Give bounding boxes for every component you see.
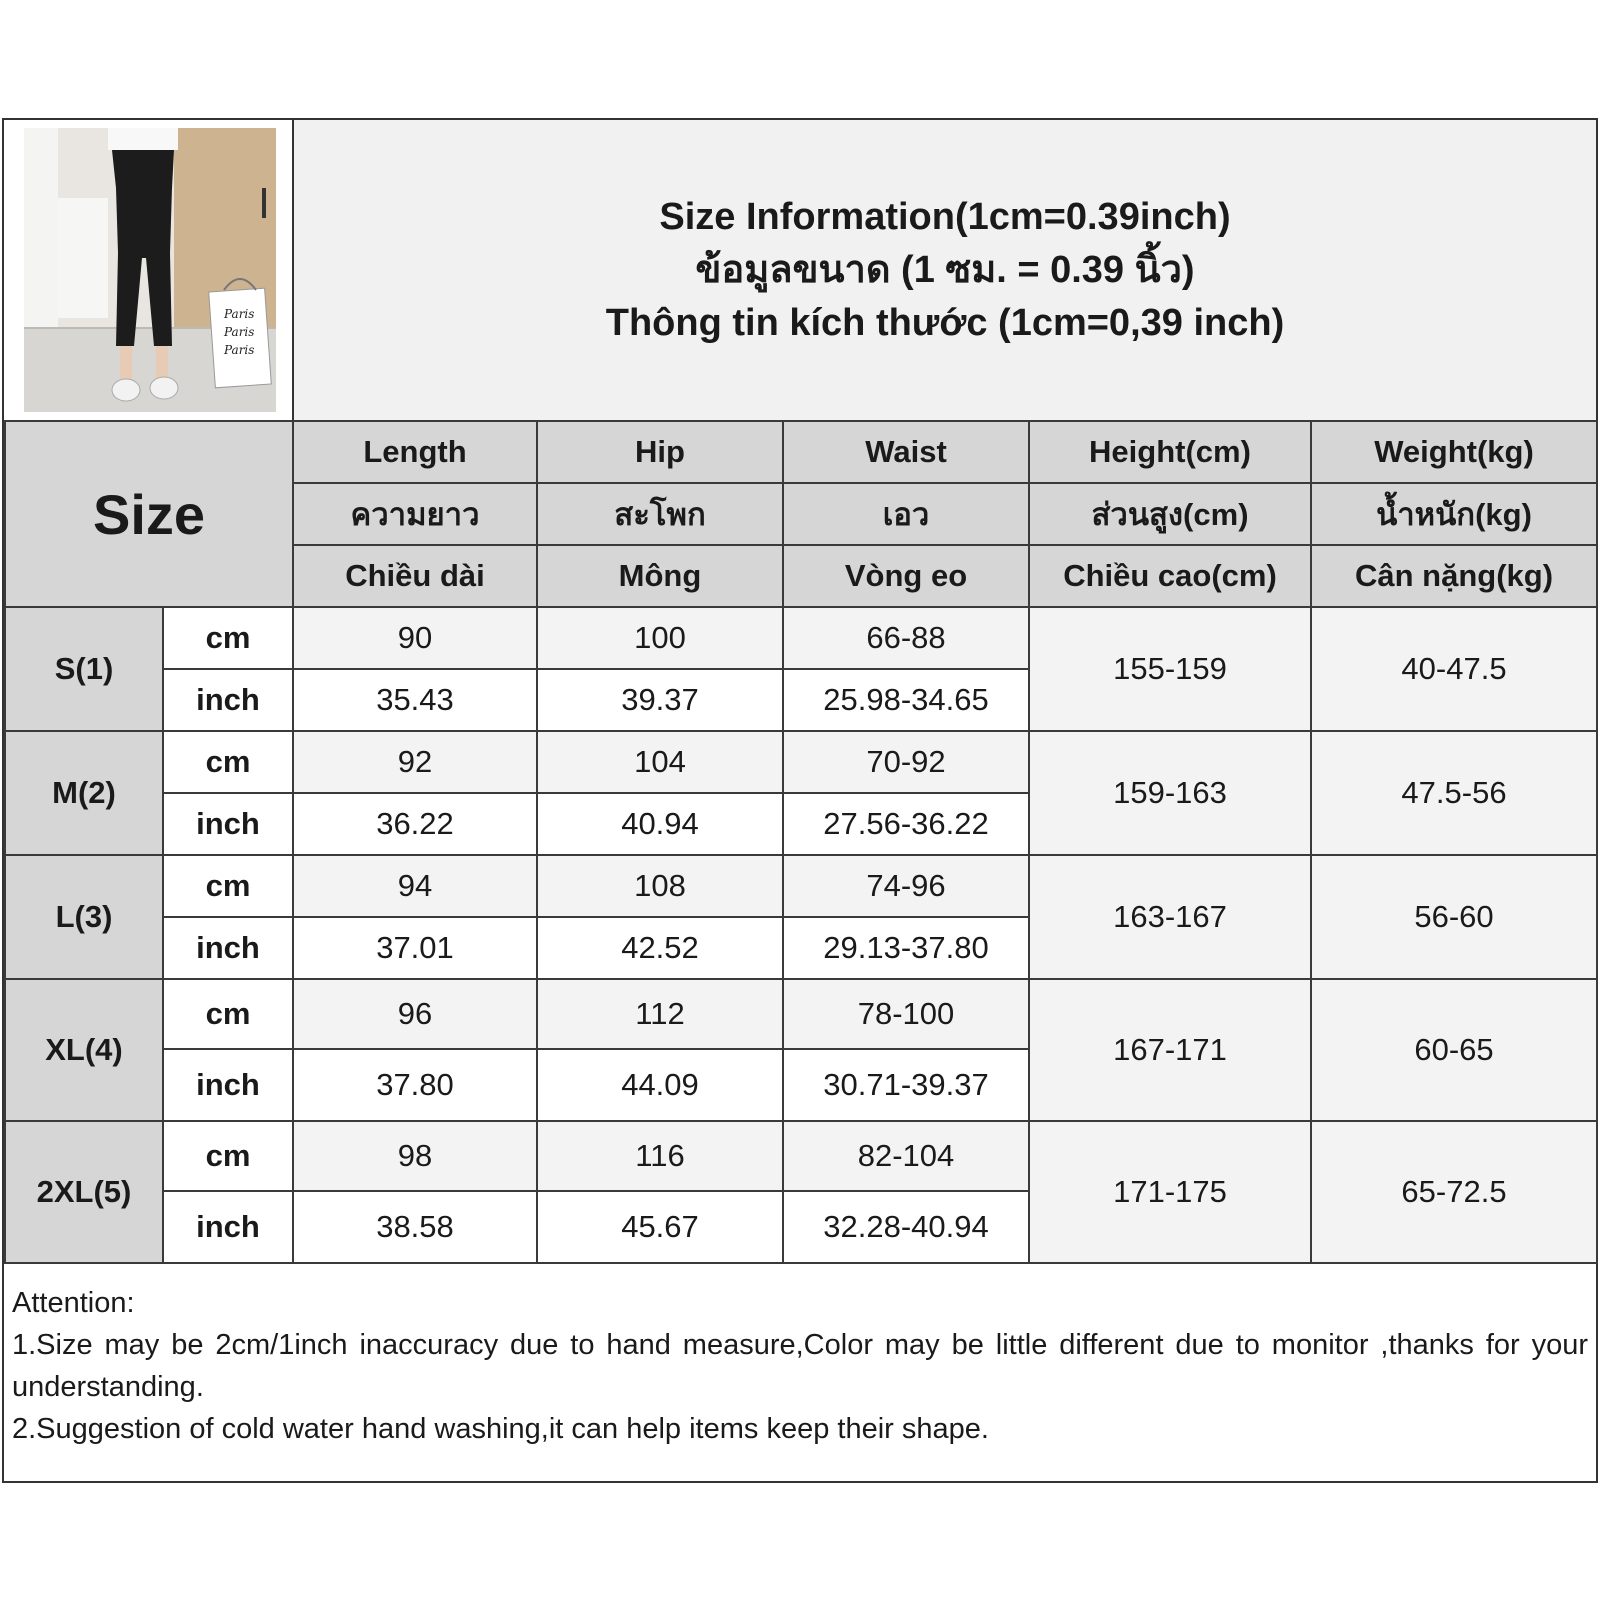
table-row bbox=[5, 607, 1597, 669]
size-table bbox=[4, 420, 1598, 1264]
bag-text-1: Paris bbox=[224, 307, 255, 321]
length-value: 36.22 bbox=[293, 793, 537, 855]
unit-label: inch bbox=[163, 793, 293, 855]
weight-value: 60-65 bbox=[1311, 979, 1597, 1121]
waist-value: 82-104 bbox=[783, 1121, 1029, 1191]
bag-text-3: Paris bbox=[224, 343, 255, 357]
col-weight-en: Weight(kg) bbox=[1311, 421, 1597, 483]
length-value: 94 bbox=[293, 855, 537, 917]
title-vietnamese: Thông tin kích thước (1cm=0,39 inch) bbox=[605, 301, 1285, 344]
hip-value: 39.37 bbox=[537, 669, 783, 731]
col-hip-th: สะโพก bbox=[537, 483, 783, 545]
length-value: 96 bbox=[293, 979, 537, 1049]
length-value: 98 bbox=[293, 1121, 537, 1191]
unit-label: inch bbox=[163, 669, 293, 731]
table-row bbox=[5, 855, 1597, 917]
col-height-vi: Chiều cao(cm) bbox=[1029, 545, 1311, 607]
title-block bbox=[294, 120, 1596, 420]
height-value: 163-167 bbox=[1029, 855, 1311, 979]
length-value: 90 bbox=[293, 607, 537, 669]
notes-heading: Attention: bbox=[12, 1287, 135, 1319]
col-height-en: Height(cm) bbox=[1029, 421, 1311, 483]
waist-value: 27.56-36.22 bbox=[783, 793, 1029, 855]
waist-value: 30.71-39.37 bbox=[783, 1049, 1029, 1121]
weight-value: 40-47.5 bbox=[1311, 607, 1597, 731]
hip-value: 42.52 bbox=[537, 917, 783, 979]
size-header: Size bbox=[5, 421, 293, 607]
col-length-en: Length bbox=[293, 421, 537, 483]
size-label: XL(4) bbox=[5, 979, 163, 1121]
col-length-th: ความยาว bbox=[293, 483, 537, 545]
height-value: 171-175 bbox=[1029, 1121, 1311, 1263]
length-value: 38.58 bbox=[293, 1191, 537, 1263]
height-value: 167-171 bbox=[1029, 979, 1311, 1121]
unit-label: cm bbox=[163, 1121, 293, 1191]
hip-value: 100 bbox=[537, 607, 783, 669]
waist-value: 74-96 bbox=[783, 855, 1029, 917]
product-photo-cell bbox=[4, 120, 294, 420]
unit-label: cm bbox=[163, 731, 293, 793]
length-value: 37.80 bbox=[293, 1049, 537, 1121]
length-value: 37.01 bbox=[293, 917, 537, 979]
hip-value: 112 bbox=[537, 979, 783, 1049]
unit-label: cm bbox=[163, 607, 293, 669]
col-length-vi: Chiều dài bbox=[293, 545, 537, 607]
col-height-th: ส่วนสูง(cm) bbox=[1029, 483, 1311, 545]
size-label: 2XL(5) bbox=[5, 1121, 163, 1263]
size-label: S(1) bbox=[5, 607, 163, 731]
hip-value: 104 bbox=[537, 731, 783, 793]
length-value: 35.43 bbox=[293, 669, 537, 731]
banner bbox=[4, 120, 1596, 420]
col-waist-th: เอว bbox=[783, 483, 1029, 545]
col-hip-en: Hip bbox=[537, 421, 783, 483]
title-english: Size Information(1cm=0.39inch) bbox=[659, 195, 1231, 238]
unit-label: inch bbox=[163, 1191, 293, 1263]
table-row bbox=[5, 731, 1597, 793]
weight-value: 65-72.5 bbox=[1311, 1121, 1597, 1263]
hip-value: 44.09 bbox=[537, 1049, 783, 1121]
size-chart-sheet bbox=[2, 118, 1598, 1483]
weight-value: 56-60 bbox=[1311, 855, 1597, 979]
note-line-1: 1.Size may be 2cm/1inch inaccuracy due to hand measure,Color may be little different due to monitor ,thanks for your understanding. bbox=[12, 1329, 1588, 1403]
table-row bbox=[5, 979, 1597, 1049]
size-label: L(3) bbox=[5, 855, 163, 979]
col-waist-vi: Vòng eo bbox=[783, 545, 1029, 607]
unit-label: inch bbox=[163, 1049, 293, 1121]
waist-value: 25.98-34.65 bbox=[783, 669, 1029, 731]
col-weight-vi: Cân nặng(kg) bbox=[1311, 545, 1597, 607]
length-value: 92 bbox=[293, 731, 537, 793]
unit-label: inch bbox=[163, 917, 293, 979]
header-row-en bbox=[5, 421, 1597, 483]
col-weight-th: น้ำหนัก(kg) bbox=[1311, 483, 1597, 545]
hip-value: 40.94 bbox=[537, 793, 783, 855]
unit-label: cm bbox=[163, 979, 293, 1049]
waist-value: 78-100 bbox=[783, 979, 1029, 1049]
note-line-2: 2.Suggestion of cold water hand washing,it can help items keep their shape. bbox=[12, 1413, 989, 1445]
col-hip-vi: Mông bbox=[537, 545, 783, 607]
waist-value: 32.28-40.94 bbox=[783, 1191, 1029, 1263]
waist-value: 29.13-37.80 bbox=[783, 917, 1029, 979]
waist-value: 70-92 bbox=[783, 731, 1029, 793]
title-thai: ข้อมูลขนาด (1 ซม. = 0.39 นิ้ว) bbox=[695, 248, 1195, 291]
attention-notes bbox=[4, 1276, 1596, 1481]
bag-text-2: Paris bbox=[224, 325, 255, 339]
hip-value: 108 bbox=[537, 855, 783, 917]
product-photo bbox=[24, 128, 276, 412]
table-row bbox=[5, 1121, 1597, 1191]
weight-value: 47.5-56 bbox=[1311, 731, 1597, 855]
size-label: M(2) bbox=[5, 731, 163, 855]
height-value: 159-163 bbox=[1029, 731, 1311, 855]
waist-value: 66-88 bbox=[783, 607, 1029, 669]
hip-value: 116 bbox=[537, 1121, 783, 1191]
col-waist-en: Waist bbox=[783, 421, 1029, 483]
hip-value: 45.67 bbox=[537, 1191, 783, 1263]
unit-label: cm bbox=[163, 855, 293, 917]
height-value: 155-159 bbox=[1029, 607, 1311, 731]
